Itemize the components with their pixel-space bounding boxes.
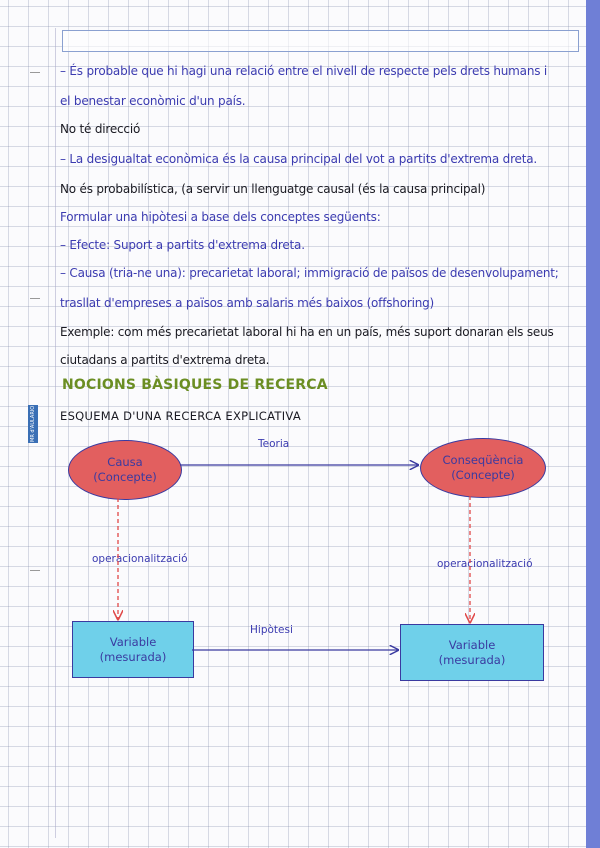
side-tag: MR d'AULARIO	[30, 405, 36, 443]
cause-variable-sublabel: (mesurada)	[99, 649, 167, 664]
margin-tick	[30, 298, 40, 299]
effect-variable-sublabel: (mesurada)	[438, 652, 506, 667]
note-line: No és probabilística, (a servir un llenguatge causal (és la causa principal)	[60, 182, 486, 196]
cause-label: Causa	[107, 455, 143, 469]
hypothesis-label: Hipòtesi	[250, 624, 293, 636]
note-line: ciutadans a partits d'extrema dreta.	[60, 353, 270, 367]
note-line: – La desigualtat econòmica és la causa principal del vot a partits d'extrema dreta.	[60, 152, 538, 166]
cause-variable-box	[72, 621, 194, 678]
effect-sublabel: (Concepte)	[451, 468, 515, 482]
note-line: – És probable que hi hagi una relació entre el nivell de respecte pels drets humans i	[60, 64, 548, 78]
note-line: – Efecte: Suport a partits d'extrema dreta.	[60, 238, 305, 252]
right-operationalization-label: operacionalització	[437, 558, 533, 570]
note-line: No té direcció	[60, 122, 141, 136]
note-line: el benestar econòmic d'un país.	[60, 94, 246, 108]
theory-label: Teoria	[258, 438, 290, 450]
effect-variable-box	[400, 624, 544, 681]
cause-variable-label: Variable	[109, 634, 157, 649]
left-operationalization-label: operacionalització	[92, 553, 188, 565]
diagram-title: ESQUEMA D'UNA RECERCA EXPLICATIVA	[60, 409, 302, 423]
section-heading: NOCIONS BÀSIQUES DE RECERCA	[62, 377, 328, 393]
note-line: Formular una hipòtesi a base dels conceptes següents:	[60, 210, 381, 224]
header-box	[62, 30, 579, 52]
margin-tick	[30, 570, 40, 571]
cause-ellipse	[68, 440, 182, 500]
margin-tick	[30, 72, 40, 73]
note-line: Exemple: com més precarietat laboral hi ha en un país, més suport donaran els seus	[60, 325, 554, 339]
effect-variable-label: Variable	[448, 637, 496, 652]
note-line: – Causa (tria-ne una): precarietat laboral; immigració de països de desenvolupament;	[60, 266, 559, 280]
page-edge	[586, 0, 600, 848]
cause-sublabel: (Concepte)	[93, 470, 157, 484]
margin-line	[55, 28, 56, 838]
effect-label: Conseqüència	[442, 453, 524, 467]
effect-ellipse	[420, 438, 546, 498]
note-line: trasllat d'empreses a països amb salaris més baixos (offshoring)	[60, 296, 435, 310]
